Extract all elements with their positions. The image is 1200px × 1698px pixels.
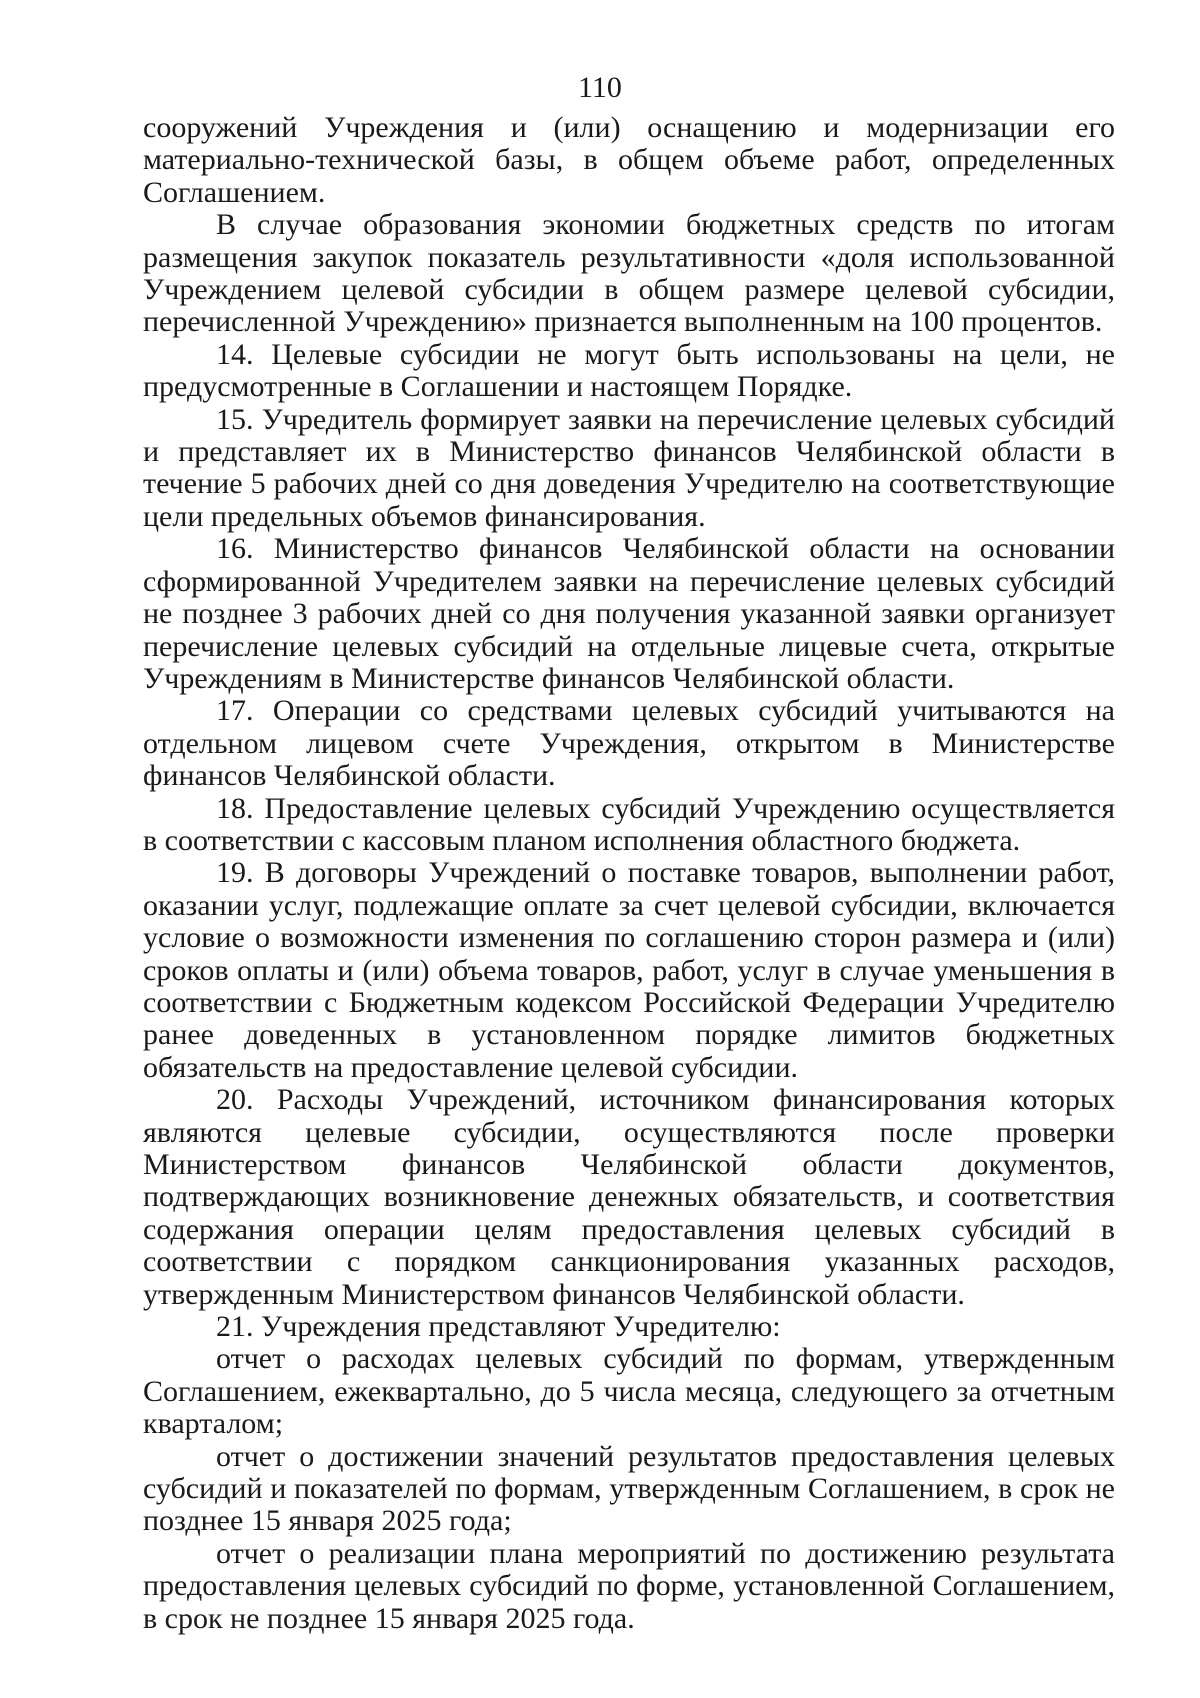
paragraph: 14. Целевые субсидии не могут быть использованы на цели, не предусмотренные в Соглашении и настоящем Порядке. bbox=[143, 337, 1115, 404]
paragraph: отчет о достижении значений результатов предоставления целевых субсидий и показателей по формам, утвержденным Соглашением, в срок не позднее 15 января 2025 года; bbox=[143, 1439, 1115, 1538]
paragraph: 15. Учредитель формирует заявки на перечисление целевых субсидий и представляет их в Министерство финансов Челябинской области в течение 5 рабочих дней со дня доведения Учредителю на соответствующие цели предельных объемов финансирования. bbox=[143, 402, 1115, 533]
paragraph: В случае образования экономии бюджетных средств по итогам размещения закупок показатель результативности «доля использованной Учреждением целевой субсидии в общем размере целевой субсидии, перечисленной Учреждению» признается выполненным на 100 процентов. bbox=[143, 208, 1115, 339]
document-body bbox=[143, 112, 1115, 1635]
paragraph: 20. Расходы Учреждений, источником финансирования которых являются целевые субсидии, осуществляются после проверки Министерством финансов Челябинской области документов, подтверждающих возникновение денежных обязательств, и соответствия содержания операции целям предоставления целевых субсидий в соответствии с порядком санкционирования указанных расходов, утвержденным Министерством финансов Челябинской области. bbox=[143, 1083, 1115, 1311]
paragraph: сооружений Учреждения и (или) оснащению и модернизации его материально-технической базы, в общем объеме работ, определенных Соглашением. bbox=[143, 111, 1115, 209]
paragraph: 19. В договоры Учреждений о поставке товаров, выполнении работ, оказании услуг, подлежащие оплате за счет целевой субсидии, включается условие о возможности изменения по соглашению сторон размера и (или) сроков оплаты и (или) объема товаров, работ, услуг в случае уменьшения в соответствии с Бюджетным кодексом Российской Федерации Учредителю ранее доведенных в установленном порядке лимитов бюджетных обязательств на предоставление целевой субсидии. bbox=[143, 856, 1115, 1084]
paragraph: 21. Учреждения представляют Учредителю: bbox=[216, 1310, 781, 1344]
paragraph: 16. Министерство финансов Челябинской области на основании сформированной Учредителем заявки на перечисление целевых субсидий не позднее 3 рабочих дней со дня получения указанной заявки организует перечисление целевых субсидий на отдельные лицевые счета, открытые Учреждениям в Министерстве финансов Челябинской области. bbox=[143, 532, 1115, 695]
paragraph: 17. Операции со средствами целевых субсидий учитываются на отдельном лицевом счете Учреждения, открытом в Министерстве финансов Челябинской области. bbox=[143, 694, 1115, 793]
paragraph: отчет о реализации плана мероприятий по достижению результата предоставления целевых субсидий по форме, установленной Соглашением, в срок не позднее 15 января 2025 года. bbox=[143, 1536, 1115, 1635]
paragraph: 18. Предоставление целевых субсидий Учреждению осуществляется в соответствии с кассовым планом исполнения областного бюджета. bbox=[143, 791, 1115, 857]
page-number: 110 bbox=[578, 71, 622, 104]
paragraph: отчет о расходах целевых субсидий по формам, утвержденным Соглашением, ежеквартально, до 5 числа месяца, следующего за отчетным кварталом; bbox=[143, 1342, 1115, 1441]
